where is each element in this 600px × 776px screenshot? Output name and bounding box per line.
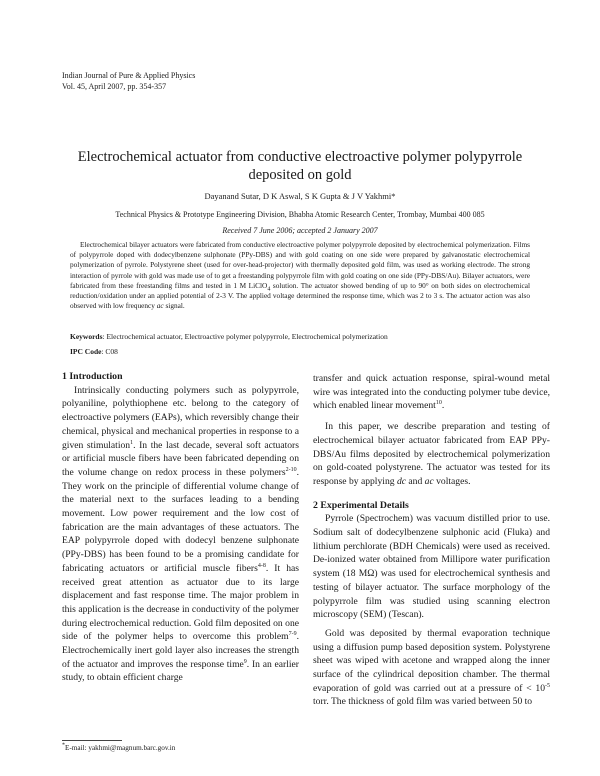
paragraph	[313, 627, 550, 709]
left-column	[62, 370, 299, 685]
ipc-code	[70, 347, 530, 356]
ipc-label: IPC Code	[70, 347, 102, 356]
paragraph: Pyrrole (Spectrochem) was vacuum distilled prior to use. Sodium salt of dodecylbenzene sulphonic acid (Fluka) and lithium perchlorate (BDH Chemicals) were used as received. De-ionized water obtained from Millipore water purification system (18 MΩ) was used for electrochemical synthesis and testing of bilayer actuator. The surface morphology of the polypyrrole film was studied using scanning electron microscopy (SEM) (Tescan).	[313, 513, 550, 621]
section-heading-introduction: 1 Introduction	[62, 371, 123, 382]
subscript: 4	[267, 286, 271, 293]
abstract-ac: ac	[156, 301, 164, 311]
text: . In an earlier study, to obtain efficient charge	[62, 658, 300, 684]
text: transfer and quick actuation response, spiral-wound metal wire was integrated into the conducting polymer tube device, which enabled linear movement	[313, 373, 550, 412]
citation: 4-8	[257, 562, 266, 569]
text: . In the last decade, several soft actuators or artificial muscle fibers have been fabricated depending on the volume change on redox process in these polymers	[62, 439, 299, 478]
dc-text: dc	[396, 475, 406, 487]
text: Intrinsically conducting polymers such as polypyrrole, polyaniline, polythiophene etc. belong to the category of electroactive polymers (EAPs), which reversibly change their chemical, physical and mechanical properties in response to a given stimulation	[62, 384, 299, 451]
received-dates: Received 7 June 2006; accepted 2 January 2007	[222, 226, 378, 235]
journal-name: Indian Journal of Pure & Applied Physics	[62, 71, 196, 80]
text: .	[441, 400, 445, 412]
keywords	[70, 332, 530, 341]
text: . They work on the principle of differential volume change of the material next to the surfaces leading to a bending movement. Low power requirement and the low cost of fabrication are the main advantages of these actuators. The EAP polypyrrole doped with dodecyl benzene sulphonate (PPy-DBS) has been found to be a promising candidate for fabricating actuators or artificial muscle fibers	[62, 466, 299, 574]
keywords-text: : Electrochemical actuator, Electroactive polymer polypyrrole, Electrochemical polymerization	[102, 332, 388, 341]
citation: 2-10	[285, 466, 297, 473]
keywords-label: Keywords	[70, 332, 103, 341]
text: voltages.	[433, 475, 471, 487]
footnote	[62, 744, 175, 752]
abstract	[70, 240, 530, 311]
text: torr. The thickness of gold film was varied between 50 to	[313, 696, 533, 708]
abstract-text-3: signal.	[163, 301, 185, 311]
title-line-2: deposited on gold	[248, 167, 352, 183]
text: In this paper, we describe preparation and testing of electrochemical bilayer actuator fabricated from EAP PPy-DBS/Au films deposited by electrochemical polymerization on gold-coated polystyrene. The actuator was tested for its response by applying	[313, 421, 550, 487]
journal-volume: Vol. 45, April 2007, pp. 354-357	[62, 82, 167, 91]
paragraph	[313, 372, 550, 413]
paper-title	[40, 148, 560, 184]
citation: 7-9	[288, 631, 297, 638]
affiliation: Technical Physics & Prototype Engineering Division, Bhabha Atomic Research Center, Trombay, Mumbai 400 085	[115, 210, 485, 219]
citation: 9	[243, 658, 247, 665]
paragraph	[313, 420, 550, 489]
text: and	[406, 475, 425, 487]
ipc-text: : C08	[101, 347, 118, 356]
section-heading-experimental: 2 Experimental Details	[313, 499, 409, 511]
abstract-text-2: solution. The actuator showed bending of up to 90° on both sides on electrochemical reduction/oxidation under an applied potential of 2-3 V. The applied voltage determined the response time, which was 2 to 3 s. The actuator action was also observed with low frequency	[70, 280, 531, 311]
text: . Electrochemically inert gold layer also increases the strength of the actuator and improves the response time	[62, 631, 299, 670]
right-column	[313, 372, 550, 709]
footnote-divider	[62, 740, 122, 741]
paragraph	[62, 384, 299, 685]
abstract-text-1: Electrochemical bilayer actuators were fabricated from conductive electroactive polymer polypyrrole deposited by electrochemical polymerization. Films of polypyrrole doped with dodecylbenzene sulphonate (PPy-DBS) and with gold coating on one side were prepared by galvanostatic electrochemical polymerization of pyrrole. Polystyrene sheet (used for over-head-projector) with thermally deposited gold film, was used as working electrode. The strong interaction of pyrrole with gold was made use of to get a freestanding polypyrrole film with gold coating on one side (PPy-DBS/Au). Bilayer actuators, were fabricated from these freestanding films and tested in 1 M LiClO	[70, 240, 530, 290]
citation: 1	[130, 439, 134, 446]
exponent: -5	[545, 682, 550, 689]
footnote-mark: *	[62, 742, 65, 749]
authors: Dayanand Sutar, D K Aswal, S K Gupta & J V Yakhmi*	[204, 191, 396, 201]
text: . It has received great attention as actuator due to its large displacement and fast response time. The major problem in this application is the decrease in conductivity of the polymer during electrochemical reduction. Gold film deposited on one side of the polymer helps to overcome this problem	[62, 562, 299, 643]
text: Gold was deposited by thermal evaporation technique using a diffusion pump based deposition system. Polystyrene sheet was wiped with acetone and wrapped along the inner surface of the cylindrical deposition chamber. The thermal evaporation of gold was carried out at a pressure of < 10	[313, 627, 550, 694]
title-line-1: Electrochemical actuator from conductive electroactive polymer polypyrrole	[77, 149, 523, 165]
ac-text: ac	[424, 475, 434, 487]
journal-header	[62, 70, 195, 92]
footnote-email: E-mail: yakhmi@magnum.barc.gov.in	[65, 744, 176, 752]
citation: 10	[435, 400, 442, 407]
